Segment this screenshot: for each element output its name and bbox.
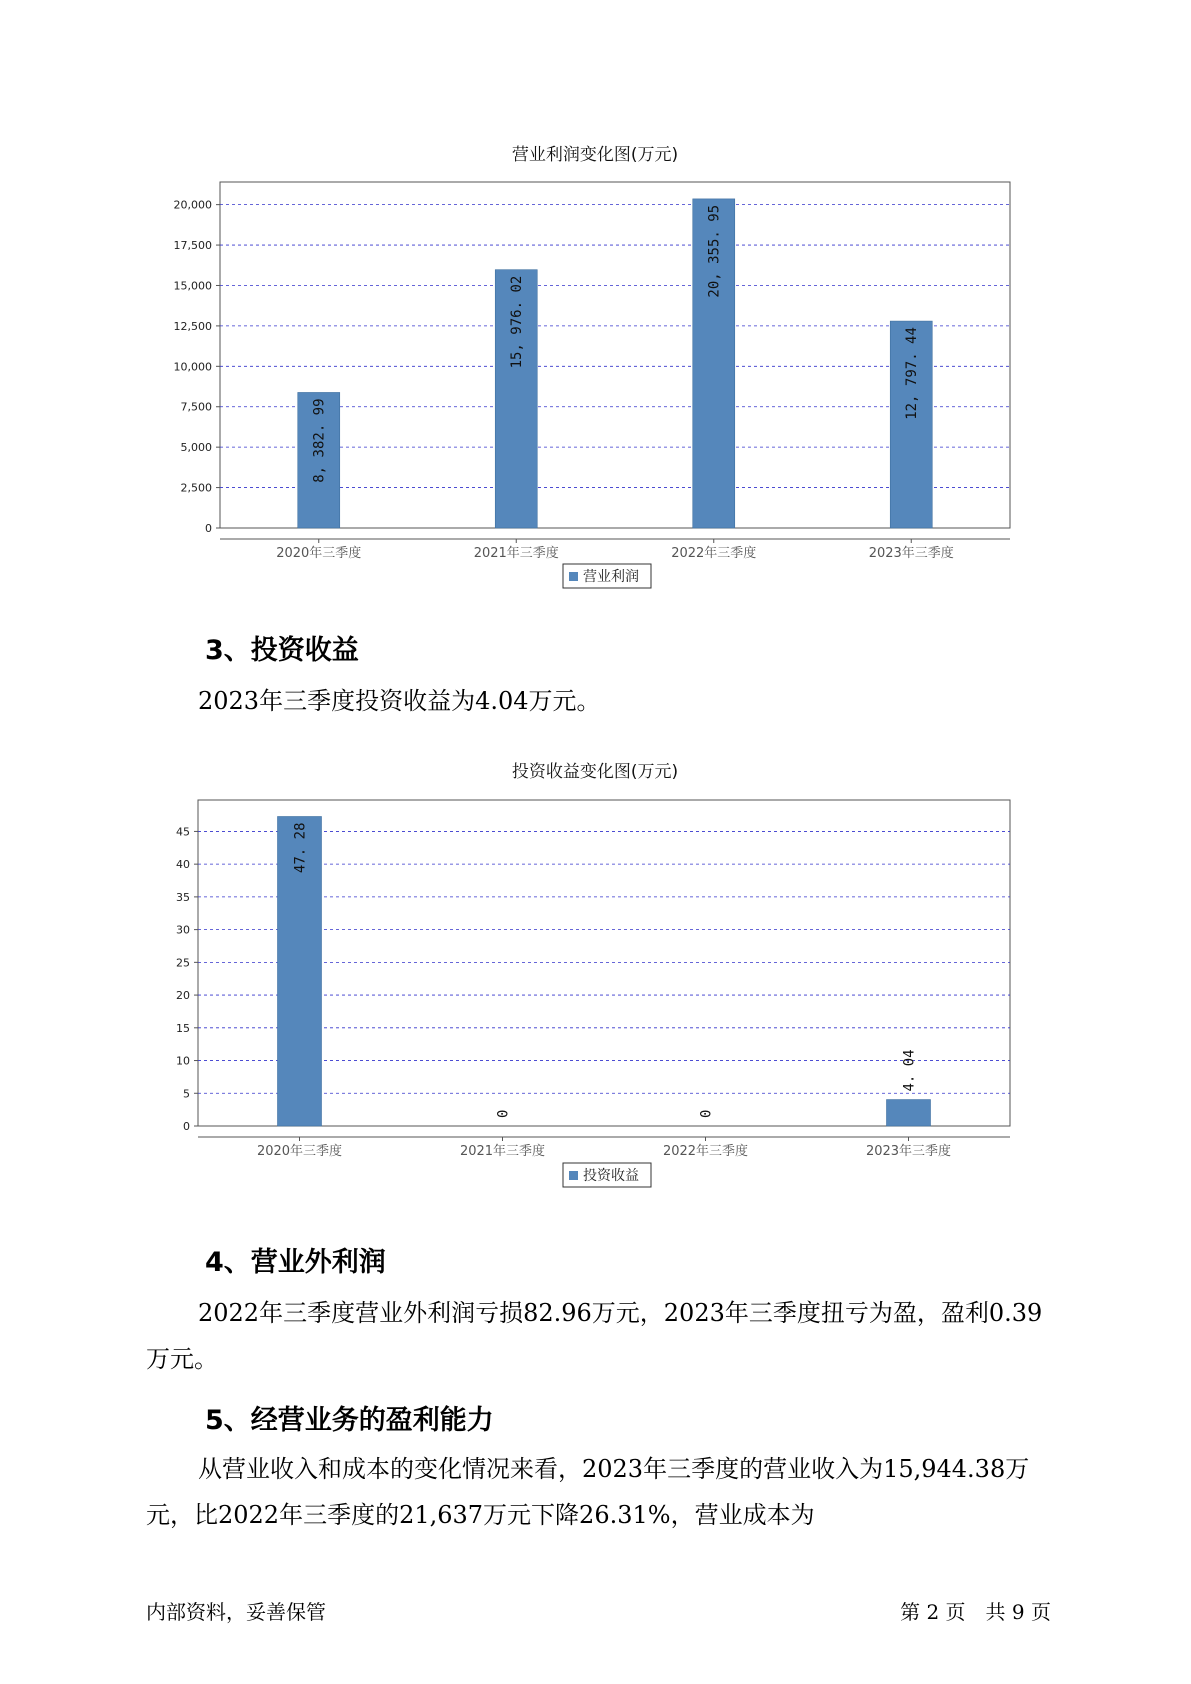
bar-value-label: 8, 382. 99 xyxy=(311,398,328,483)
bar-value-label: 20, 355. 95 xyxy=(706,204,723,298)
y-tick-label: 5,000 xyxy=(180,441,212,455)
y-tick-label: 10,000 xyxy=(173,360,212,374)
section-5-heading: 5、经营业务的盈利能力 xyxy=(205,1405,494,1436)
investment-income-chart xyxy=(0,750,1191,1210)
y-tick-label: 15,000 xyxy=(173,279,212,293)
y-tick-label: 10 xyxy=(176,1054,190,1068)
footer-left: 内部资料，妥善保管 xyxy=(146,1600,326,1624)
y-tick-label: 40 xyxy=(176,858,190,872)
y-tick-label: 35 xyxy=(176,890,190,904)
bar-value-label: 0 xyxy=(495,1109,512,1118)
chart-title: 营业利润变化图(万元) xyxy=(511,145,679,165)
operating-profit-chart-svg xyxy=(0,130,1191,600)
bar-value-label: 0 xyxy=(698,1109,715,1118)
bar-value-label: 4. 04 xyxy=(901,1049,918,1092)
y-tick-label: 17,500 xyxy=(173,239,212,253)
investment-income-chart-svg xyxy=(0,750,1191,1210)
section-4-text: 2022年三季度营业外利润亏损82.96万元，2023年三季度扭亏为盈，盈利0.39万元。 xyxy=(146,1299,1043,1373)
x-tick-label: 2022年三季度 xyxy=(662,1144,749,1159)
footer-page-number: 第 2 页 共 9 页 xyxy=(900,1600,1051,1624)
bar-value-label: 12, 797. 44 xyxy=(904,327,921,420)
x-tick-label: 2020年三季度 xyxy=(256,1144,343,1159)
y-tick-label: 30 xyxy=(176,923,190,937)
chart-title: 投资收益变化图(万元) xyxy=(511,762,679,782)
y-tick-label: 20 xyxy=(176,989,190,1003)
section-3-text: 2023年三季度投资收益为4.04万元。 xyxy=(198,687,601,715)
y-tick-label: 12,500 xyxy=(173,319,212,333)
y-tick-label: 7,500 xyxy=(180,400,212,414)
section-5-text: 从营业收入和成本的变化情况来看，2023年三季度的营业收入为15,944.38万元，比2022年三季度的21,637万元下降26.31%，营业成本为 xyxy=(146,1455,1030,1529)
legend-swatch xyxy=(569,1171,578,1180)
x-tick-label: 2021年三季度 xyxy=(459,1144,546,1159)
y-tick-label: 25 xyxy=(176,956,190,970)
bar-value-label: 47. 28 xyxy=(292,822,309,874)
y-tick-label: 15 xyxy=(176,1021,190,1035)
y-tick-label: 20,000 xyxy=(173,198,212,212)
x-tick-label: 2021年三季度 xyxy=(473,546,559,561)
legend-label: 营业利润 xyxy=(583,569,639,585)
x-tick-label: 2023年三季度 xyxy=(865,1144,952,1159)
y-tick-label: 0 xyxy=(205,522,212,535)
bar-value-label: 15, 976. 02 xyxy=(509,275,526,369)
y-tick-label: 0 xyxy=(183,1120,190,1133)
y-tick-label: 2,500 xyxy=(180,481,212,495)
legend-swatch xyxy=(569,572,578,581)
operating-profit-chart xyxy=(0,130,1191,600)
section-3-heading: 3、投资收益 xyxy=(205,635,359,666)
x-tick-label: 2023年三季度 xyxy=(868,546,954,561)
x-tick-label: 2022年三季度 xyxy=(671,546,757,561)
x-tick-label: 2020年三季度 xyxy=(276,546,362,561)
section-4-heading: 4、营业外利润 xyxy=(205,1247,386,1278)
legend-label: 投资收益 xyxy=(583,1168,639,1184)
y-tick-label: 5 xyxy=(183,1087,190,1101)
y-tick-label: 45 xyxy=(176,825,190,839)
bar xyxy=(887,1100,931,1126)
